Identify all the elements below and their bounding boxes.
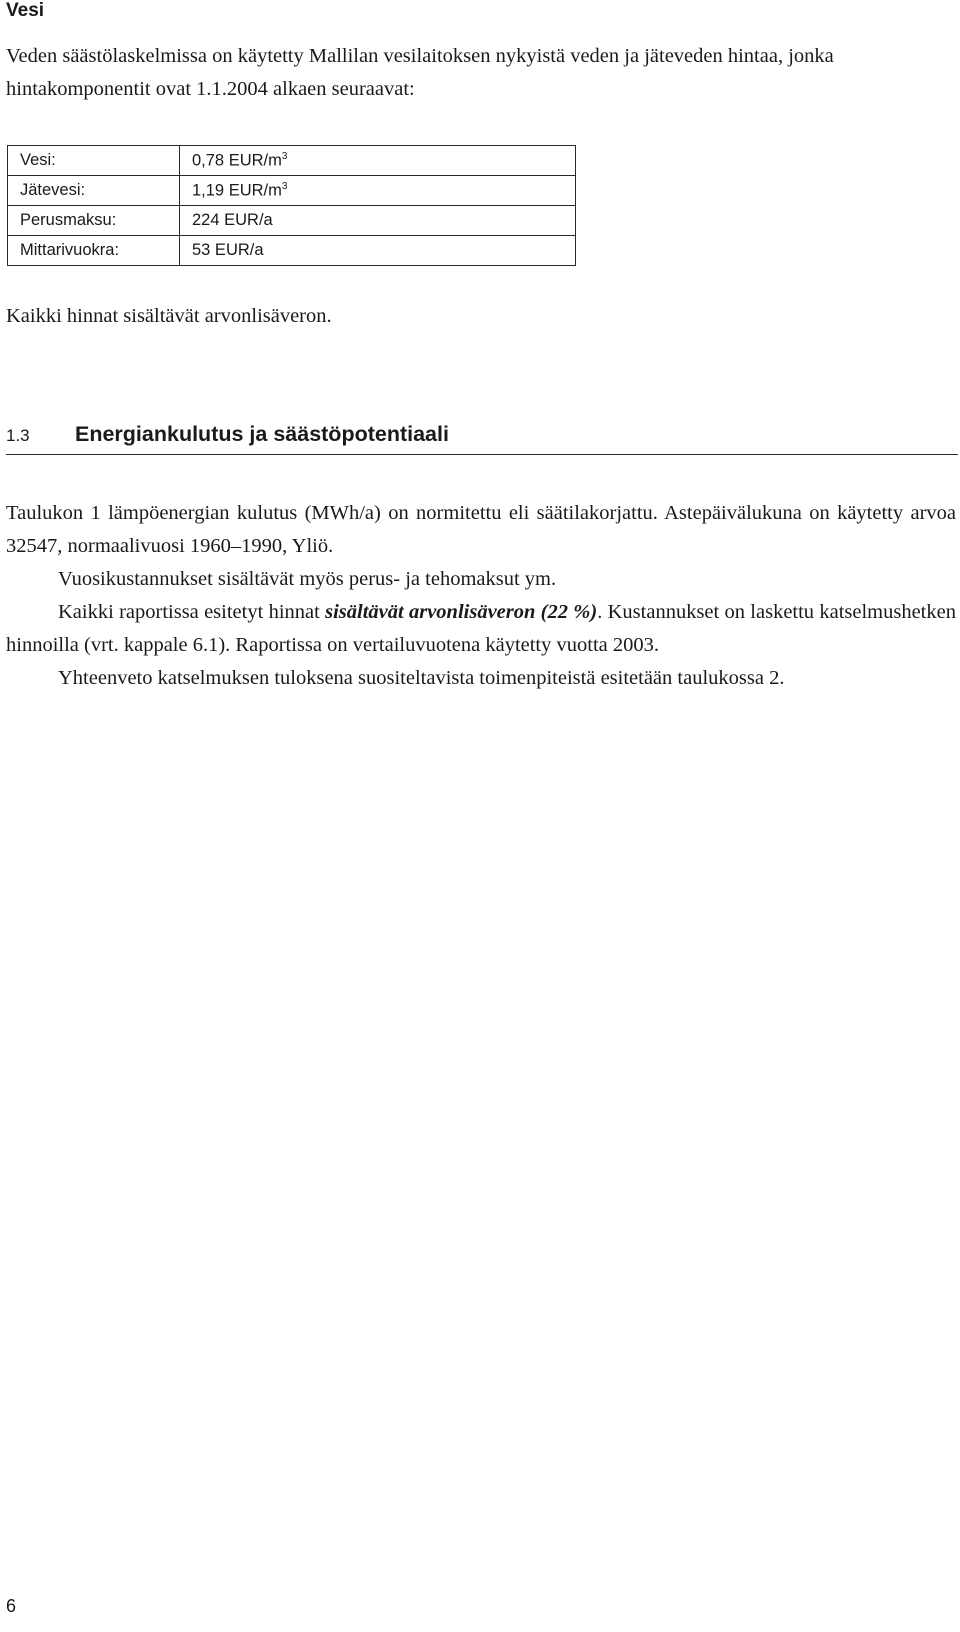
price-label: Vesi:: [8, 146, 180, 176]
section-heading: [6, 422, 958, 455]
section-number: 1.3: [6, 426, 30, 445]
prices-text-end: . Kustannukset on laskettu katselmushetken hinnoilla (vrt. kappale 6.1). Raportissa on vertailuvuotena käytetty vuotta 2003.: [6, 601, 956, 656]
vat-note: Kaikki hinnat sisältävät arvonlisäveron.: [6, 305, 332, 327]
intro-paragraph: Veden säästölaskelmissa on käytetty Mallilan vesilaitoksen nykyistä veden ja jäteveden hintaa, jonka hintakomponentit ovat 1.1.2004 alkaen seuraavat:: [6, 45, 834, 100]
price-value: [180, 176, 576, 206]
price-unit-superscript: 3: [281, 150, 288, 162]
prices-text-start: Kaikki raportissa esitetyt hinnat: [58, 601, 326, 623]
price-label: Jätevesi:: [8, 176, 180, 206]
section-body: [6, 497, 956, 695]
price-value-text: 53 EUR/a: [192, 241, 264, 259]
price-value: [180, 146, 576, 176]
table-row: [8, 146, 576, 176]
price-label: Perusmaksu:: [8, 206, 180, 236]
price-label: Mittarivuokra:: [8, 236, 180, 266]
table-row: [8, 176, 576, 206]
price-value: [180, 206, 576, 236]
paragraph-normalization: Taulukon 1 lämpöenergian kulutus (MWh/a) on normitettu eli säätilakorjattu. Astepäivälukuna on käytetty arvoa 32547, normaalivuosi 1960–1990, Yliö.: [6, 502, 956, 557]
paragraph-annual-costs: Vuosikustannukset sisältävät myös perus- ja tehomaksut ym.: [58, 568, 557, 590]
price-value: [180, 236, 576, 266]
price-value-text: 0,78 EUR/m: [192, 151, 282, 170]
price-value-text: 1,19 EUR/m: [192, 181, 282, 200]
paragraph-prices: [6, 596, 956, 662]
table-row: [8, 236, 576, 266]
paragraph-summary: Yhteenveto katselmuksen tuloksena suositeltavista toimenpiteistä esitetään taulukossa 2.: [58, 667, 785, 689]
price-unit-superscript: 3: [281, 180, 288, 192]
section-title: Energiankulutus ja säästöpotentiaali: [75, 422, 449, 446]
price-table: [7, 145, 576, 266]
prices-vat-emphasis: sisältävät arvonlisäveron (22 %): [325, 601, 598, 623]
table-row: [8, 206, 576, 236]
water-heading: Vesi: [6, 0, 45, 21]
page-number: 6: [6, 1596, 17, 1616]
price-value-text: 224 EUR/a: [192, 211, 273, 229]
